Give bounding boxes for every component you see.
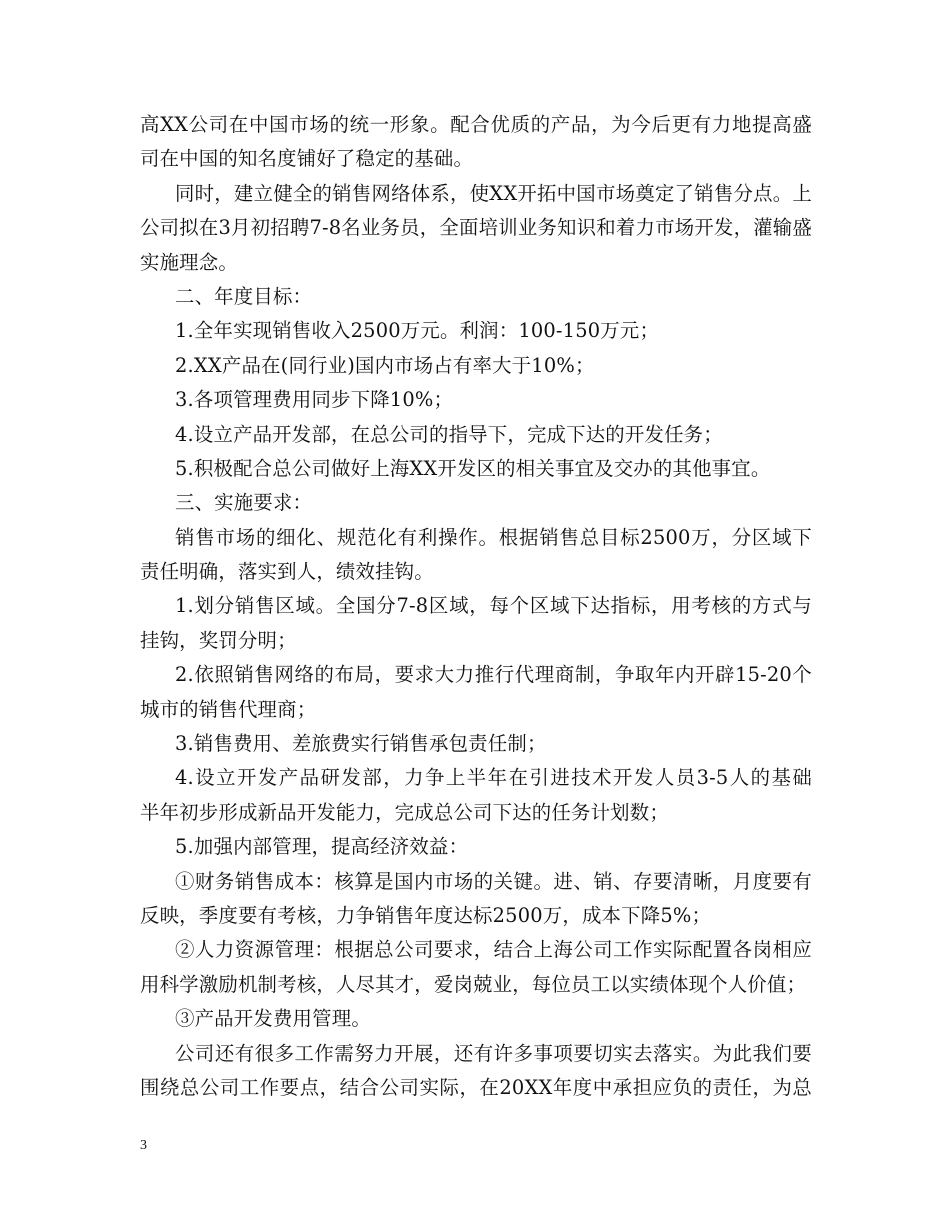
list-item: 3.各项管理费用同步下降10%； [175, 388, 454, 412]
text-line: 实施理念。 [140, 250, 238, 274]
list-item: 5.加强内部管理，提高经济效益： [175, 835, 469, 859]
text-line: 半年初步形成新品开发能力，完成总公司下达的任务计划数； [140, 800, 669, 824]
text-line: 围绕总公司工作要点，结合公司实际，在20XX年度中承担应负的责任，为总 [140, 1075, 812, 1099]
section-heading: 二、年度目标： [175, 284, 313, 308]
text-line: 挂钩，奖罚分明； [140, 628, 297, 652]
document-body [140, 108, 812, 1105]
list-item: ①财务销售成本：核算是国内市场的关键。进、销、存要清晰，月度要有 [175, 869, 812, 893]
list-item: ③产品开发费用管理。 [175, 1007, 371, 1031]
text-line: 反映，季度要有考核，力争销售年度达标2500万，成本下降5%； [140, 903, 712, 927]
list-item: 3.销售费用、差旅费实行销售承包责任制； [175, 732, 547, 756]
list-item: 1.全年实现销售收入2500万元。利润：100-150万元； [175, 319, 660, 343]
text-line: 公司还有很多工作需努力开展，还有许多事项要切实去落实。为此我们要 [175, 1041, 812, 1065]
text-line: 城市的销售代理商； [140, 697, 317, 721]
list-item: 5.积极配合总公司做好上海XX开发区的相关事宜及交办的其他事宜。 [175, 456, 771, 480]
section-heading: 三、实施要求： [175, 491, 313, 515]
list-item: ②人力资源管理：根据总公司要求，结合上海公司工作实际配置各岗相应 [175, 938, 812, 962]
list-item: 4.设立开发产品研发部，力争上半年在引进技术开发人员3-5人的基础 [175, 766, 812, 790]
list-item: 2.XX产品在(同行业)国内市场占有率大于10%； [175, 353, 595, 377]
text-line: 同时，建立健全的销售网络体系，使XX开拓中国市场奠定了销售分点。上 [175, 181, 812, 205]
text-line: 高XX公司在中国市场的统一形象。配合优质的产品，为今后更有力地提高盛 [140, 113, 812, 136]
text-line: 公司拟在3月初招聘7-8名业务员，全面培训业务知识和着力市场开发，灌输盛 [140, 216, 812, 240]
text-line: 销售市场的细化、规范化有利操作。根据销售总目标2500万，分区域下 [175, 525, 812, 549]
text-line: 司在中国的知名度铺好了稳定的基础。 [140, 147, 474, 171]
page-number: 3 [140, 1138, 147, 1153]
list-item: 1.划分销售区域。全国分7-8区域，每个区域下达指标，用考核的方式与 [175, 594, 812, 618]
text-line: 责任明确，落实到人，绩效挂钩。 [140, 560, 434, 584]
text-line: 用科学激励机制考核，人尽其才，爱岗兢业，每位员工以实绩体现个人价值； [140, 972, 807, 996]
list-item: 4.设立产品开发部，在总公司的指导下，完成下达的开发任务； [175, 422, 723, 446]
list-item: 2.依照销售网络的布局，要求大力推行代理商制，争取年内开辟15-20个 [175, 663, 812, 687]
